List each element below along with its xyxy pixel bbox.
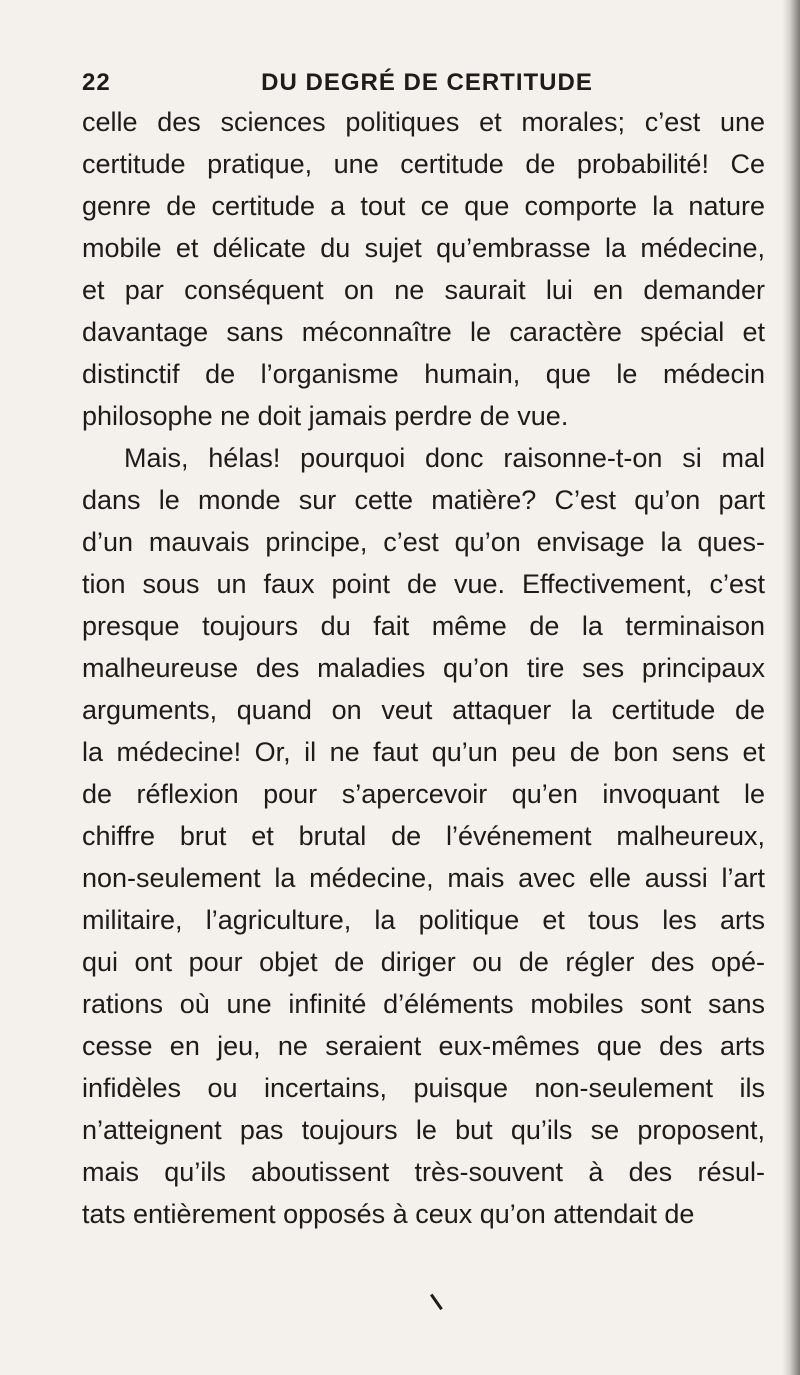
text-line: Mais, hélas! pourquoi donc raisonne-t-on si mal bbox=[124, 443, 765, 473]
text-line: la médecine! Or, il ne faut qu’un peu de bon sens et bbox=[82, 737, 765, 767]
text-line: chiffre brut et brutal de l’événement malheureux, bbox=[82, 821, 765, 851]
text-line: genre de certitude a tout ce que comporte la nature bbox=[82, 191, 765, 221]
text-line: dans le monde sur cette matière? C’est qu’on part bbox=[82, 485, 765, 515]
text-line: philosophe ne doit jamais perdre de vue. bbox=[82, 401, 569, 431]
text-line: malheureuse des maladies qu’on tire ses principaux bbox=[82, 653, 765, 683]
text-line: de réflexion pour s’apercevoir qu’en invoquant le bbox=[82, 779, 765, 809]
text-line: presque toujours du fait même de la terminaison bbox=[82, 611, 765, 641]
text-line: cesse en jeu, ne seraient eux-mêmes que des arts bbox=[82, 1031, 765, 1061]
text-line: qui ont pour objet de diriger ou de régler des opé- bbox=[82, 947, 765, 977]
body-text bbox=[82, 101, 765, 1235]
text-line: arguments, quand on veut attaquer la certitude de bbox=[82, 695, 765, 725]
ink-mark bbox=[430, 1288, 451, 1310]
text-line: distinctif de l’organisme humain, que le médecin bbox=[82, 359, 765, 389]
text-line: non-seulement la médecine, mais avec elle aussi l’art bbox=[82, 863, 765, 893]
running-title: DU DEGRÉ DE CERTITUDE bbox=[261, 69, 593, 96]
text-line: n’atteignent pas toujours le but qu’ils se proposent, bbox=[82, 1115, 765, 1145]
text-line: militaire, l’agriculture, la politique et tous les arts bbox=[82, 905, 765, 935]
page-edge-shadow bbox=[782, 0, 800, 1375]
text-line: et par conséquent on ne saurait lui en demander bbox=[82, 275, 765, 305]
text-line: rations où une infinité d’éléments mobiles sont sans bbox=[82, 989, 765, 1019]
text-line: d’un mauvais principe, c’est qu’on envisage la ques- bbox=[82, 527, 765, 557]
text-line: mobile et délicate du sujet qu’embrasse la médecine, bbox=[82, 233, 765, 263]
text-line: infidèles ou incertains, puisque non-seulement ils bbox=[82, 1073, 765, 1103]
text-line: tion sous un faux point de vue. Effectivement, c’est bbox=[82, 569, 765, 599]
text-line: davantage sans méconnaître le caractère spécial et bbox=[82, 317, 765, 347]
page-number: 22 bbox=[82, 69, 111, 96]
text-line: mais qu’ils aboutissent très-souvent à des résul- bbox=[82, 1157, 765, 1187]
page-header bbox=[82, 63, 772, 103]
text-line: tats entièrement opposés à ceux qu’on attendait de bbox=[82, 1199, 695, 1229]
text-line: certitude pratique, une certitude de probabilité! Ce bbox=[82, 149, 765, 179]
text-line: celle des sciences politiques et morales; c’est une bbox=[82, 107, 765, 137]
